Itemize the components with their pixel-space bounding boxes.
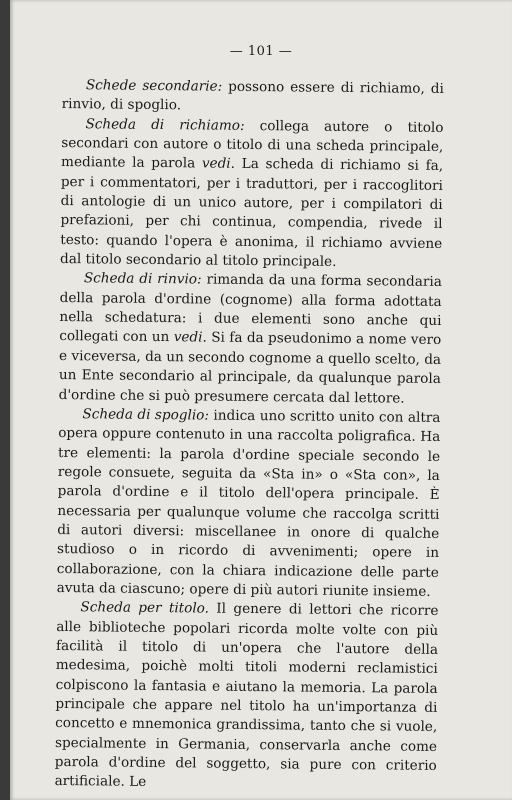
paragraph-emphasis: vedi <box>201 155 231 173</box>
paragraph-term: Scheda di richiamo: <box>85 115 245 134</box>
paragraph-scheda-rinvio <box>59 269 442 408</box>
page-number: — 101 — <box>229 44 293 59</box>
paragraph-scheda-spoglio <box>57 405 441 602</box>
paragraph-text: indica uno scritto unito con altra opera oppure contenuto in una raccolta poligrafica. Ha tre elementi: la parola d'ordine speciale secondo le regole consuete, seguita da «Sta in» o «Sta con», la parola d'ordine e il titolo dell'opera principale. È necessaria per qualunque volume che raccolga scritti di autori diversi: miscellanee in onore di qualche studioso o in ricordo di avvenimenti; opere in collaborazione, con la chiara indicazione delle parte avuta da ciascuno; opere di più autori riunite insieme. <box>56 407 441 600</box>
paragraph-scheda-titolo <box>55 598 439 795</box>
paragraph-term: Scheda per titolo. <box>80 599 210 617</box>
paragraph-text: possono essere di richiamo, di rinvio, di spoglio. <box>61 78 444 114</box>
paragraph-text: Il genere di lettori che ricorre alle biblioteche popolari ricorda molte volte con più facilità il titolo di un'opera che l'autore della medesima, poichè molti titoli moderni reclamistici colpiscono la fantasia e aiutano la memoria. La parola principale che appare nel titolo ha un'importanza di concetto e mnemonica grandissima, tanto che si vuole, specialmente in Germania, conservarla anche come parola d'ordine del soggetto, sia pure con criterio artificiale. Le <box>54 600 439 791</box>
paragraph-term: Scheda di spoglio: <box>82 406 210 424</box>
book-page <box>10 0 512 800</box>
paragraph-scheda-richiamo <box>60 115 444 274</box>
paragraph-term: Schede secondarie: <box>85 77 223 95</box>
paragraph-text: . Si fa da pseudonimo a nome vero e viceversa, da un secondo cognome a quello scelto, da un Ente secondario al principale, da qualunque parola d'ordine che si può presumere cercata dal lettore. <box>58 329 442 407</box>
paragraph-emphasis: vedi <box>173 329 203 346</box>
page-body <box>55 76 444 796</box>
paragraph-schede-secondarie <box>62 76 444 119</box>
paragraph-text: . La scheda di richiamo si fa, per i commentatori, per i traduttori, per i raccoglitori di antologie di un unico autore, per i compilatori di prefazioni, per chi continua, compendia, rivede il testo: quando l'opera è anonima, il richiamo avviene dal titolo secondario al titolo principale. <box>59 156 444 270</box>
paragraph-text: rimanda da una forma secondaria della parola d'ordine (cognome) alla forma adottata nella schedatura: i due elementi sono anche qui collegati con un <box>59 271 442 346</box>
paragraph-term: Scheda di rinvio: <box>83 270 202 288</box>
paragraph-text: collega autore o titolo secondari con autore o titolo di una scheda principale, mediante la parola <box>61 117 444 172</box>
